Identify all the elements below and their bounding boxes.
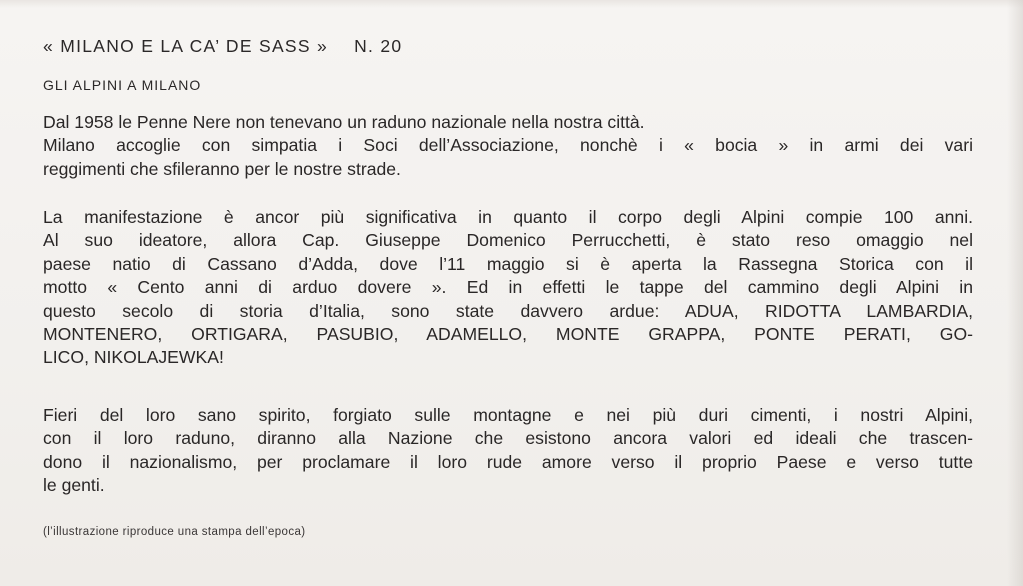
paragraph-line: le genti.: [43, 475, 105, 496]
paragraph-line: reggimenti che sfileranno per le nostre strade.: [43, 158, 401, 179]
paragraph-2: [43, 206, 973, 370]
card-subtitle: GLI ALPINI A MILANO: [43, 77, 202, 93]
series-title: « MILANO E LA CA’ DE SASS »: [43, 36, 329, 56]
paragraph-1: [43, 111, 973, 181]
paper-top-edge: [0, 0, 1023, 8]
paragraph-line: con il loro raduno, diranno alla Nazione che esistono ancora valori ed ideali che trascen-: [43, 428, 973, 449]
paragraph-line: Milano accoglie con simpatia i Soci dell’Associazione, nonchè i « bocia » in armi dei vari: [43, 135, 973, 156]
paragraph-line: dono il nazionalismo, per proclamare il loro rude amore verso il proprio Paese e verso tutte: [43, 451, 973, 472]
paragraph-line: Fieri del loro sano spirito, forgiato sulle montagne e nei più duri cimenti, i nostri Alpini,: [43, 405, 973, 425]
paper-right-edge: [1007, 0, 1023, 586]
paragraph-line: LICO, NIKOLAJEWKA!: [43, 347, 224, 368]
paragraph-line: Al suo ideatore, allora Cap. Giuseppe Domenico Perrucchetti, è stato reso omaggio nel: [43, 230, 973, 251]
paragraph-3: [43, 404, 973, 498]
paragraph-line: La manifestazione è ancor più significativa in quanto il corpo degli Alpini compie 100 anni.: [43, 207, 973, 227]
paragraph-line: motto « Cento anni di arduo dovere ». Ed in effetti le tappe del cammino degli Alpini in: [43, 277, 973, 298]
illustration-caption: (l’illustrazione riproduce una stampa dell’epoca): [43, 526, 306, 538]
paragraph-line: MONTENERO, ORTIGARA, PASUBIO, ADAMELLO, MONTE GRAPPA, PONTE PERATI, GO-: [43, 324, 973, 345]
paragraph-line: questo secolo di storia d’Italia, sono state davvero ardue: ADUA, RIDOTTA LAMBARDIA,: [43, 300, 973, 321]
paragraph-line: paese natio di Cassano d’Adda, dove l’11 maggio si è aperta la Rassegna Storica con il: [43, 253, 973, 274]
card-header: [43, 36, 402, 57]
paragraph-line: Dal 1958 le Penne Nere non tenevano un raduno nazionale nella nostra città.: [43, 112, 645, 132]
card-number: N. 20: [354, 36, 403, 56]
